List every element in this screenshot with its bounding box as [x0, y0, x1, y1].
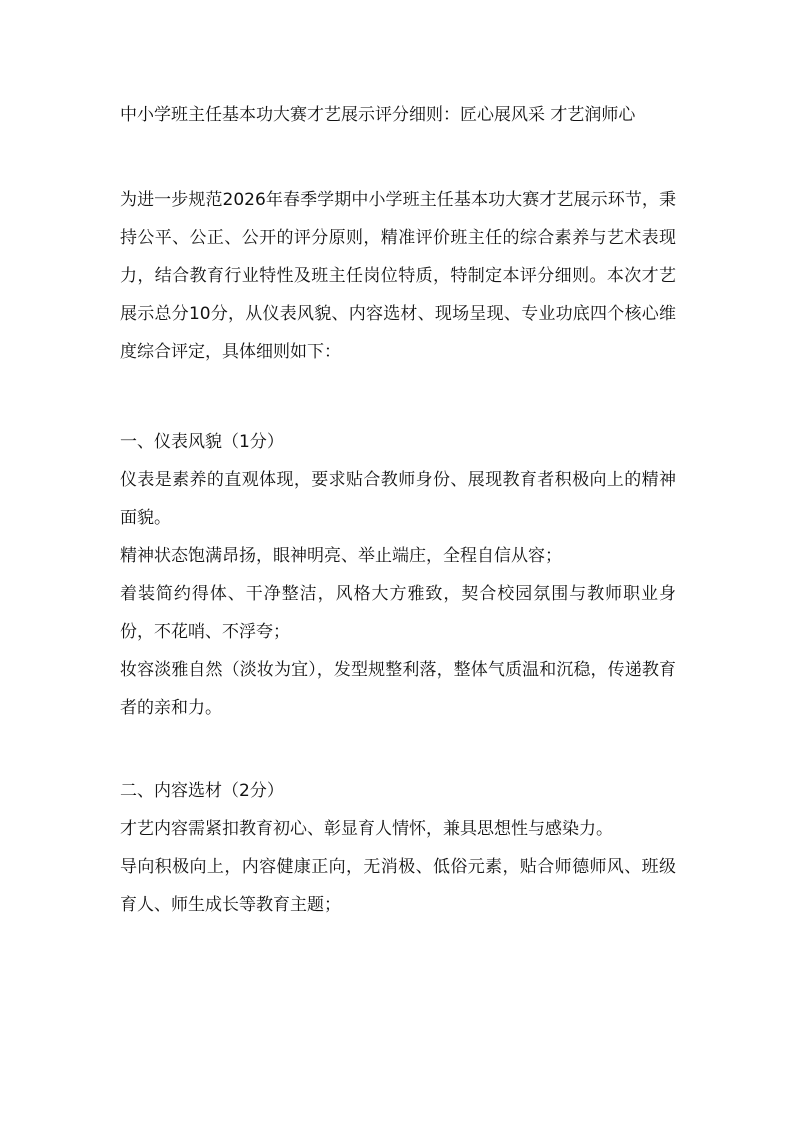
paragraph: 妆容淡雅自然（淡妆为宜），发型规整利落，整体气质温和沉稳，传递教育者的亲和力。: [120, 660, 676, 718]
document-body: [120, 96, 676, 924]
paragraph: 着装简约得体、干净整洁，风格大方雅致，契合校园氛围与教师职业身份，不花哨、不浮夸；: [120, 584, 676, 642]
intro-paragraph: 为进一步规范2026年春季学期中小学班主任基本功大赛才艺展示环节，秉持公平、公正、公开的评分原则，精准评价班主任的综合素养与艺术表现力，结合教育行业特性及班主任岗位特质，特制定本评分细则。本次才艺展示总分10分，从仪表风貌、内容选材、现场呈现、专业功底四个核心维度综合评定，具体细则如下：: [120, 190, 676, 362]
paragraph: 仪表是素养的直观体现，要求贴合教师身份、展现教育者积极向上的精神面貌。: [120, 470, 676, 528]
section-heading-appearance: 一、仪表风貌（1分）: [120, 432, 284, 452]
document-title: 中小学班主任基本功大赛才艺展示评分细则：匠心展风采 才艺润师心: [120, 105, 636, 125]
paragraph: 导向积极向上，内容健康正向，无消极、低俗元素，贴合师德师风、班级育人、师生成长等教育主题；: [120, 857, 676, 915]
paragraph: 才艺内容需紧扣教育初心、彰显育人情怀，兼具思想性与感染力。: [120, 819, 613, 839]
section-heading-content: 二、内容选材（2分）: [120, 781, 284, 801]
paragraph: 精神状态饱满昂扬，眼神明亮、举止端庄，全程自信从容；: [120, 546, 562, 566]
